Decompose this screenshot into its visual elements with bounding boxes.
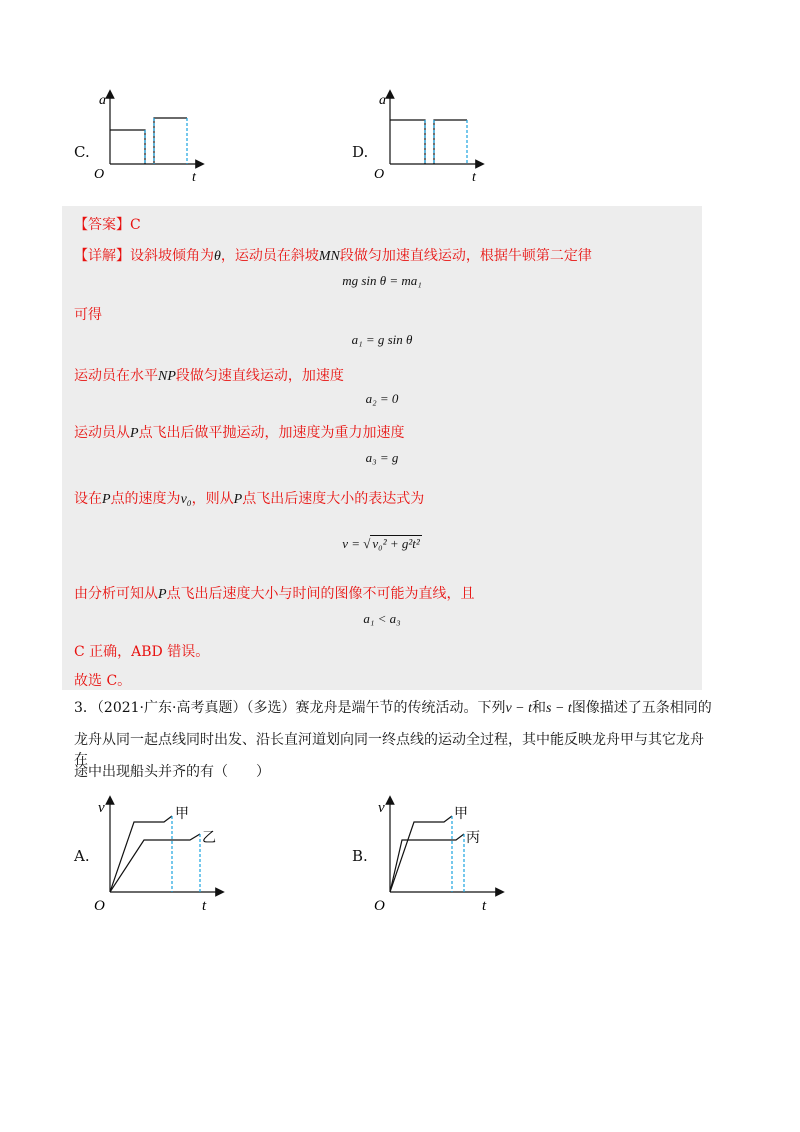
origin-label: O [374,167,385,182]
question-3-line-1 [74,698,714,719]
label-yi: 乙 [202,830,216,846]
graph-c [92,88,212,183]
answer-line [74,214,141,234]
x-label: t [482,898,487,914]
origin-label: O [94,167,105,182]
detail-line-8: 故选 C。 [74,673,132,689]
equation-3: a₂ = 0 [365,391,399,406]
text: 设斜坡倾角为 [130,248,214,264]
segment-1 [110,130,145,164]
segment-2 [154,118,187,164]
graph-a [92,790,232,915]
equation-5 [62,533,702,552]
curve-yi [110,834,200,892]
math-p: P [233,492,243,507]
sqrt-icon: √ [363,536,371,551]
detail-tag: 【详解】 [74,248,130,264]
equation-2: a₁ = g sin θ [351,332,413,347]
text: 点飞出后做平抛运动，加速度为重力加速度 [138,425,405,441]
detail-line-3 [74,365,344,385]
y-label: a [379,93,386,108]
math-p: P [158,587,167,602]
curve-bing [390,834,464,892]
question-3-line-2: 龙舟从同一起点线同时出发、沿长直河道划向同一终点线的运动全过程，其中能反映龙舟甲与其它龙舟在 [74,732,704,768]
math-p: P [130,426,139,441]
text: 图像描述了五条相同的 [571,700,712,716]
answer-tag: 【答案】 [74,217,130,233]
eq5-lhs: v = [342,536,364,551]
text: 设在 [74,491,102,507]
math-vt: v − t [505,701,533,716]
answer-value: C [130,217,141,233]
math-np: NP [158,369,176,384]
text: 点的速度为 [110,491,181,507]
text: 运动员从 [74,425,130,441]
x-label: t [192,170,196,185]
math-mn: MN [318,249,340,264]
question-3-line-3: 途中出现船头并齐的有（ ） [74,764,270,780]
text: 由分析可知从 [74,586,158,602]
math-p: P [102,492,111,507]
label-jia: 甲 [454,806,468,822]
math-v0: v₀ [180,492,192,507]
text: 点飞出后速度大小与时间的图像不可能为直线，且 [166,586,475,602]
equation-4: a₃ = g [365,450,399,465]
x-label: t [472,170,476,185]
origin-label: O [94,898,105,914]
option-c-label: C. [74,143,90,161]
segment-1 [390,120,425,164]
question-number: 3． [74,700,97,716]
detail-line-6 [74,583,475,603]
option-a-label: A. [74,847,90,865]
equation-6: a₁ < a₃ [363,611,401,626]
detail-line-1 [74,245,592,265]
label-jia: 甲 [175,806,189,822]
segment-2 [434,120,467,164]
eq5-radicand: v₀² + g²t² [372,536,420,551]
math-theta: θ [214,249,221,264]
text: （2021·广东·高考真题）（多选）赛龙舟是端午节的传统活动。下列 [96,700,506,716]
y-label: v [378,800,385,816]
text: ，则从 [191,491,234,507]
text: ，运动员在斜坡 [220,248,319,264]
text: 点飞出后速度大小的表达式为 [242,491,425,507]
detail-line-7: C 正确，ABD 错误。 [74,644,210,660]
label-bing: 丙 [466,830,480,846]
graph-b [372,790,512,915]
x-label: t [202,898,207,914]
option-d-label: D. [352,143,369,161]
option-b-label: B. [352,847,368,865]
text: 和 [532,700,547,716]
curve-jia [110,816,172,892]
math-st: s − t [546,701,572,716]
text: 段做匀速直线运动，加速度 [175,368,344,384]
y-label: v [98,800,105,816]
y-label: a [99,93,106,108]
detail-kede: 可得 [74,307,102,323]
graph-d [372,88,492,183]
text: 段做匀加速直线运动，根据牛顿第二定律 [339,248,592,264]
detail-line-4 [74,422,405,442]
detail-line-5 [74,488,424,508]
equation-1: mg sin θ = ma₁ [342,273,422,288]
origin-label: O [374,898,385,914]
text: 运动员在水平 [74,368,158,384]
